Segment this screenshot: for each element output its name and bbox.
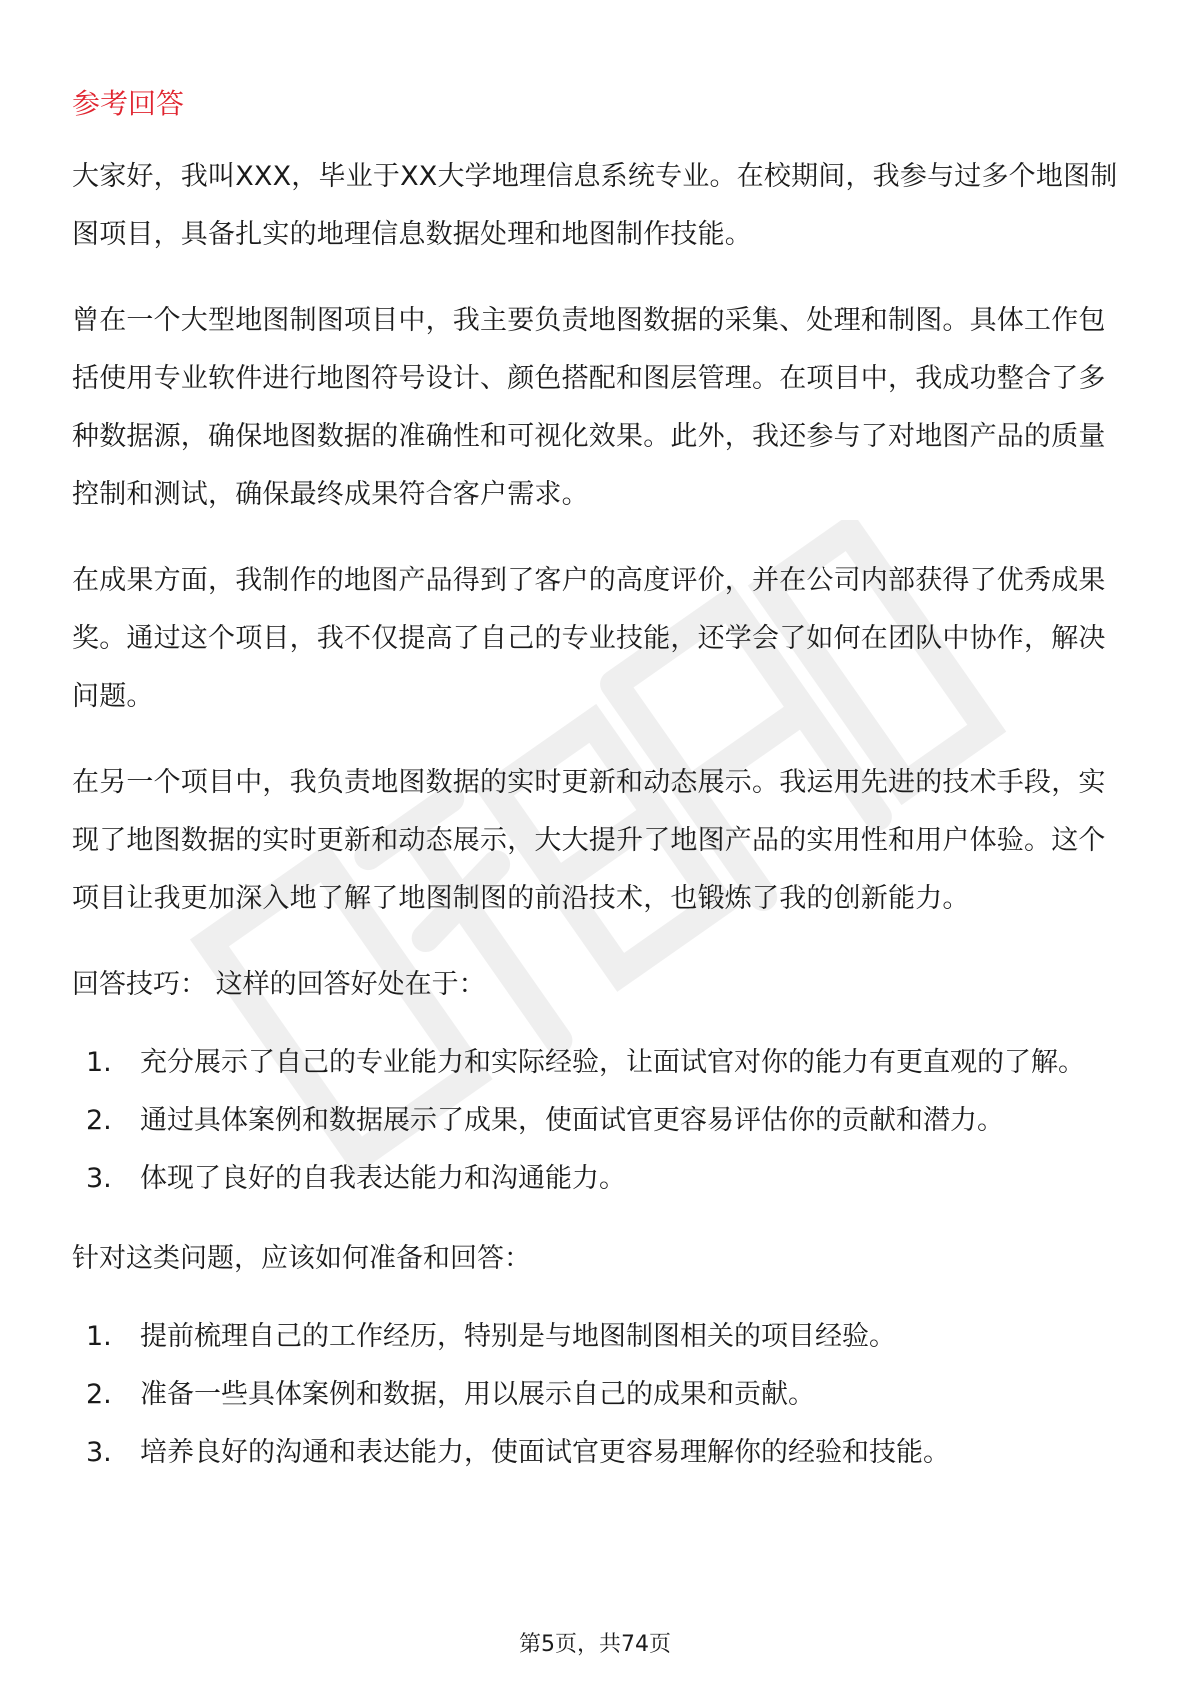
list-text: 体现了良好的自我表达能力和沟通能力。 — [140, 1163, 626, 1194]
list-text: 培养良好的沟通和表达能力，使面试官更容易理解你的经验和技能。 — [140, 1437, 950, 1468]
list-number: 1. — [86, 1321, 112, 1352]
section-heading: 参考回答 — [72, 87, 185, 120]
list-number: 1. — [86, 1047, 112, 1078]
list-text: 准备一些具体案例和数据，用以展示自己的成果和贡献。 — [140, 1379, 815, 1410]
tips-label: 回答技巧： 这样的回答好处在于： — [72, 969, 486, 1000]
list-number: 2. — [86, 1105, 112, 1136]
main-content — [72, 84, 1128, 1504]
list-item — [86, 1092, 1128, 1150]
list-item — [86, 1034, 1128, 1092]
prep-label: 针对这类问题，应该如何准备和回答： — [72, 1243, 531, 1274]
list-item — [86, 1308, 1128, 1366]
prep-list — [72, 1308, 1128, 1482]
list-number: 3. — [86, 1163, 112, 1194]
list-item — [86, 1366, 1128, 1424]
list-text: 提前梳理自己的工作经历，特别是与地图制图相关的项目经验。 — [140, 1321, 896, 1352]
list-text: 通过具体案例和数据展示了成果，使面试官更容易评估你的贡献和潜力。 — [140, 1105, 1004, 1136]
paragraph-intro: 大家好，我叫XXX，毕业于XX大学地理信息系统专业。在校期间，我参与过多个地图制图项目，具备扎实的地理信息数据处理和地图制作技能。 — [72, 161, 1118, 250]
list-number: 3. — [86, 1437, 112, 1468]
paragraph-results: 在成果方面，我制作的地图产品得到了客户的高度评价，并在公司内部获得了优秀成果奖。通过这个项目，我不仅提高了自己的专业技能，还学会了如何在团队中协作，解决问题。 — [72, 565, 1106, 712]
paragraph-project-two: 在另一个项目中，我负责地图数据的实时更新和动态展示。我运用先进的技术手段，实现了地图数据的实时更新和动态展示，大大提升了地图产品的实用性和用户体验。这个项目让我更加深入地了解了地图制图的前沿技术，也锻炼了我的创新能力。 — [72, 767, 1106, 914]
list-number: 2. — [86, 1379, 112, 1410]
list-item — [86, 1424, 1128, 1482]
paragraph-project-one: 曾在一个大型地图制图项目中，我主要负责地图数据的采集、处理和制图。具体工作包括使用专业软件进行地图符号设计、颜色搭配和图层管理。在项目中，我成功整合了多种数据源，确保地图数据的准确性和可视化效果。此外，我还参与了对地图产品的质量控制和测试，确保最终成果符合客户需求。 — [72, 305, 1106, 510]
page-number: 第5页，共74页 — [519, 1632, 671, 1657]
list-text: 充分展示了自己的专业能力和实际经验，让面试官对你的能力有更直观的了解。 — [140, 1047, 1085, 1078]
list-item — [86, 1150, 1128, 1208]
tips-list — [72, 1034, 1128, 1208]
